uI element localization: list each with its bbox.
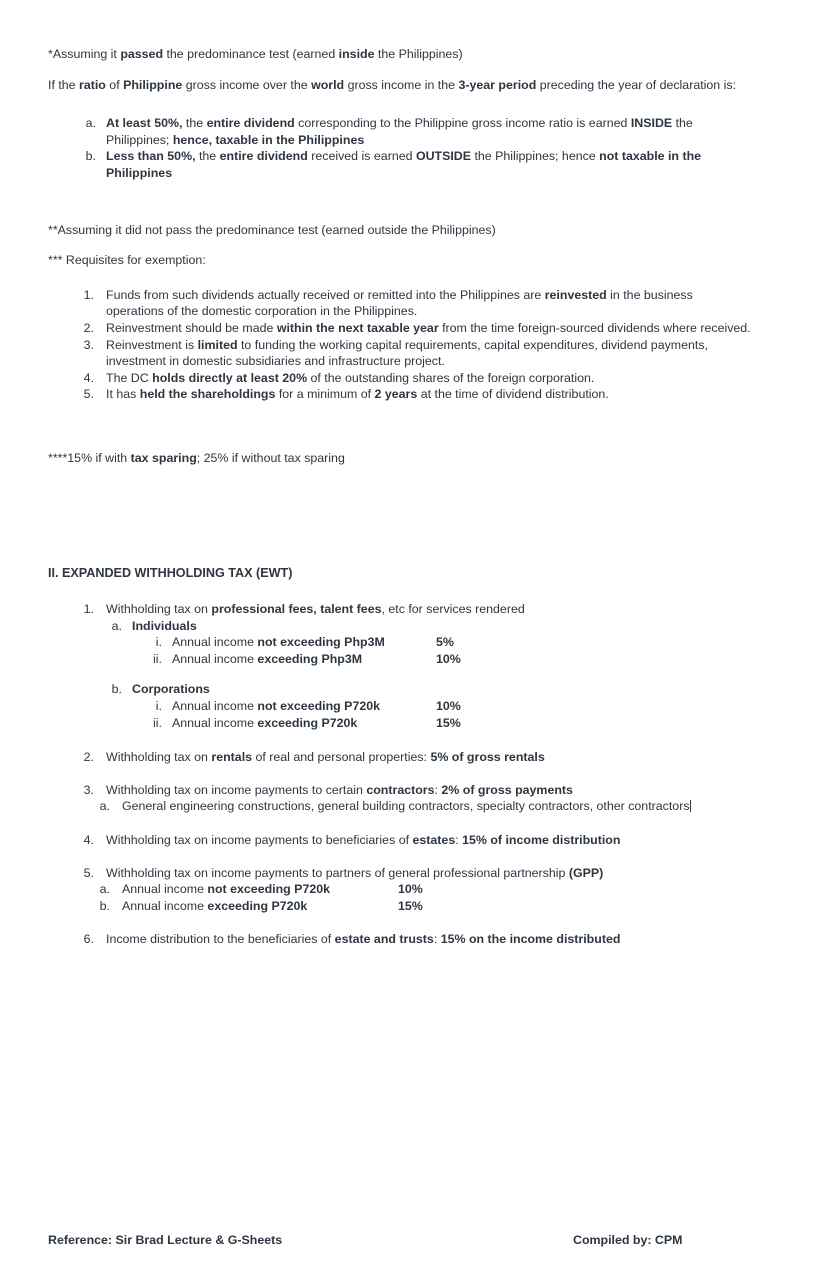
ewt-6-t2: : bbox=[433, 932, 441, 947]
req-1-t2: in the business operations of the domestic corporation in the Philippines. bbox=[106, 287, 693, 319]
spacer bbox=[48, 481, 752, 565]
list-item-text bbox=[106, 115, 752, 148]
ewt-4-b2: 15% of income distribution bbox=[462, 833, 621, 848]
ratio-lead-t3: gross income over the bbox=[182, 77, 312, 92]
spacer bbox=[48, 279, 752, 287]
list-marker: 2. bbox=[83, 320, 94, 335]
rate-row bbox=[122, 898, 752, 915]
list-item bbox=[48, 370, 752, 387]
list-item bbox=[48, 698, 752, 715]
req-2-t1: Reinvestment should be made bbox=[106, 320, 277, 335]
list-marker: a. bbox=[85, 116, 96, 131]
list-item bbox=[48, 865, 752, 882]
spacer bbox=[48, 107, 752, 115]
list-marker: 5. bbox=[83, 387, 94, 402]
list-item-text bbox=[106, 148, 752, 181]
list-item bbox=[48, 681, 752, 698]
ratio-lead-t5: preceding the year of declaration is: bbox=[536, 77, 737, 92]
spacer bbox=[48, 403, 752, 450]
list-item bbox=[48, 618, 752, 635]
footer-compiled-by: Compiled by: CPM bbox=[573, 1233, 683, 1247]
ewt-list bbox=[48, 601, 752, 948]
spacer bbox=[48, 815, 752, 832]
ewt-2-b1: rentals bbox=[211, 750, 253, 765]
list-item-text bbox=[106, 601, 752, 618]
text-cursor bbox=[690, 800, 691, 812]
list-marker: i. bbox=[155, 635, 162, 650]
rate-row-label bbox=[172, 715, 436, 732]
list-item bbox=[48, 749, 752, 766]
list-marker: ii. bbox=[153, 651, 162, 666]
note-passed-pre: *Assuming it bbox=[48, 47, 121, 61]
rate-row-label bbox=[172, 651, 436, 668]
ratio-lead-b2: Philippine bbox=[123, 77, 183, 92]
ratio-lead-b1: ratio bbox=[79, 77, 106, 92]
list-marker: ii. bbox=[153, 715, 162, 730]
list-marker: a. bbox=[99, 882, 110, 897]
spacer bbox=[48, 182, 752, 222]
req-2-t2: from the time foreign-sourced dividends where received. bbox=[438, 320, 751, 335]
spacer bbox=[48, 766, 752, 782]
requisites-label: *** Requisites for exemption: bbox=[48, 253, 206, 268]
ratio-lead-t2: of bbox=[105, 77, 124, 92]
req-2-b1: within the next taxable year bbox=[276, 320, 439, 335]
list-marker: a. bbox=[99, 799, 110, 814]
ewt-1-b1: professional fees, talent fees bbox=[211, 602, 382, 617]
ewt-4-t2: : bbox=[455, 833, 463, 848]
list-marker: 5. bbox=[83, 865, 94, 880]
list-marker: 4. bbox=[83, 833, 94, 848]
req-4-t1: The DC bbox=[106, 370, 153, 385]
list-item bbox=[48, 898, 752, 915]
list-marker: i. bbox=[155, 699, 162, 714]
section-heading-ewt: II. EXPANDED WITHHOLDING TAX (EWT) bbox=[48, 565, 293, 580]
req-1-b1: reinvested bbox=[544, 287, 607, 302]
group-label-text: Corporations bbox=[132, 682, 210, 697]
list-marker: 3. bbox=[83, 782, 94, 797]
page-footer bbox=[48, 1232, 752, 1249]
ewt-6-b2: 15% on the income distributed bbox=[440, 932, 621, 947]
ewt-4-t1: Withholding tax on income payments to beneficiaries of bbox=[106, 833, 413, 848]
note-not-passed-predominance: **Assuming it did not pass the predominance test (earned outside the Philippines) bbox=[48, 222, 496, 237]
req-5-t2: for a minimum of bbox=[275, 387, 375, 402]
list-item bbox=[48, 287, 752, 320]
list-item bbox=[48, 798, 752, 815]
list-item bbox=[48, 881, 752, 898]
ratio-a-t1: the bbox=[182, 116, 207, 131]
req-5-t1: It has bbox=[106, 387, 140, 402]
ratio-b-b1: Less than 50%, bbox=[106, 149, 196, 164]
list-item bbox=[48, 386, 752, 403]
rate-row-label bbox=[172, 634, 436, 651]
ewt-1-t1: Withholding tax on bbox=[106, 602, 212, 617]
tax-sparing-t2: ; 25% if without tax sparing bbox=[196, 450, 345, 465]
note-passed-mid: the predominance test (earned bbox=[163, 47, 339, 61]
rate-row bbox=[172, 651, 752, 668]
tax-sparing-b1: tax sparing bbox=[130, 450, 197, 465]
ewt-3-t2: : bbox=[434, 782, 442, 797]
list-item bbox=[48, 634, 752, 651]
note-passed-post: the Philippines) bbox=[374, 47, 463, 61]
rate-row bbox=[122, 881, 752, 898]
ratio-b-b3: OUTSIDE bbox=[415, 149, 472, 164]
rate-value: 10% bbox=[436, 699, 461, 714]
list-item-text bbox=[106, 931, 752, 948]
req-5-t3: at the time of dividend distribution. bbox=[417, 387, 609, 402]
rate-value: 5% bbox=[436, 635, 454, 650]
list-item-text bbox=[122, 798, 752, 815]
ewt-6-t1: Income distribution to the beneficiaries of bbox=[106, 932, 335, 947]
list-marker: 3. bbox=[83, 337, 94, 352]
tax-sparing-t1: ****15% if with bbox=[48, 450, 131, 465]
list-item bbox=[48, 832, 752, 849]
list-item-text bbox=[106, 320, 752, 337]
list-item-text bbox=[106, 287, 752, 320]
ind-ii-b1: exceeding Php3M bbox=[257, 651, 363, 666]
req-3-t1: Reinvestment is bbox=[106, 337, 198, 352]
group-label bbox=[132, 681, 752, 698]
ind-ii-t1: Annual income bbox=[172, 651, 258, 666]
list-item bbox=[48, 115, 752, 148]
ewt-5-b1: (GPP) bbox=[568, 865, 604, 880]
ratio-a-t2: corresponding to the Philippine gross income ratio is earned bbox=[294, 116, 631, 131]
list-item-text bbox=[106, 749, 752, 766]
ratio-lead-b3: world bbox=[311, 77, 345, 92]
footer-reference: Reference: Sir Brad Lecture & G-Sheets bbox=[48, 1233, 283, 1247]
list-item-text bbox=[106, 865, 752, 882]
ratio-a-b3: INSIDE bbox=[630, 116, 673, 131]
ratio-b-t2: received is earned bbox=[307, 149, 416, 164]
req-5-b1: held the shareholdings bbox=[139, 387, 276, 402]
ewt-3-b2: 2% of gross payments bbox=[441, 782, 573, 797]
list-item-text bbox=[106, 370, 752, 387]
spacer bbox=[48, 849, 752, 865]
list-marker: b. bbox=[99, 898, 110, 913]
rate-value: 10% bbox=[398, 882, 423, 897]
ratio-lead-t4: gross income in the bbox=[344, 77, 459, 92]
spacer bbox=[48, 914, 752, 931]
note-passed-bold-passed: passed bbox=[120, 47, 164, 61]
ind-i-b1: not exceeding Php3M bbox=[257, 635, 385, 650]
list-marker: 2. bbox=[83, 750, 94, 765]
gpp-b-t1: Annual income bbox=[122, 898, 208, 913]
corp-ii-b1: exceeding P720k bbox=[257, 715, 358, 730]
spacer bbox=[48, 667, 752, 681]
ratio-a-b4: hence, taxable in the Philippines bbox=[172, 132, 365, 147]
ewt-2-t2: of real and personal properties: bbox=[252, 750, 431, 765]
rate-row-label bbox=[122, 898, 398, 915]
list-marker: 1. bbox=[83, 602, 94, 617]
spacer bbox=[48, 731, 752, 749]
list-item-text bbox=[106, 386, 752, 403]
list-item bbox=[48, 782, 752, 799]
ratio-items-list bbox=[48, 115, 752, 181]
ratio-lead-b4: 3-year period bbox=[458, 77, 537, 92]
rate-value: 15% bbox=[398, 898, 423, 913]
list-item-text bbox=[106, 832, 752, 849]
ewt-2-t1: Withholding tax on bbox=[106, 750, 212, 765]
list-marker: 1. bbox=[83, 287, 94, 302]
list-marker: a. bbox=[111, 618, 122, 633]
ratio-lead-paragraph bbox=[48, 77, 752, 94]
list-item bbox=[48, 651, 752, 668]
list-item-text bbox=[106, 782, 752, 799]
req-3-t2: to funding the working capital requirements, capital expenditures, dividend payments, investment in domestic subsidiaries and infrastructure project. bbox=[106, 337, 708, 369]
req-1-t1: Funds from such dividends actually received or remitted into the Philippines are bbox=[106, 287, 545, 302]
ind-i-t1: Annual income bbox=[172, 635, 258, 650]
rate-value: 15% bbox=[436, 715, 461, 730]
document-body bbox=[48, 46, 752, 948]
list-marker: b. bbox=[85, 149, 96, 164]
list-item bbox=[48, 931, 752, 948]
ewt-1-t2: , etc for services rendered bbox=[381, 602, 525, 617]
ratio-b-t3: the Philippines; hence bbox=[471, 149, 600, 164]
list-item bbox=[48, 320, 752, 337]
requisites-list bbox=[48, 287, 752, 403]
list-marker: b. bbox=[111, 682, 122, 697]
ewt-3-t1: Withholding tax on income payments to certain bbox=[106, 782, 367, 797]
corp-i-b1: not exceeding P720k bbox=[257, 699, 381, 714]
rate-row-label bbox=[172, 698, 436, 715]
list-item bbox=[48, 715, 752, 732]
corp-ii-t1: Annual income bbox=[172, 715, 258, 730]
ewt-4-b1: estates bbox=[412, 833, 456, 848]
rate-value: 10% bbox=[436, 651, 461, 666]
list-marker: 4. bbox=[83, 370, 94, 385]
req-5-b2: 2 years bbox=[374, 387, 418, 402]
list-item bbox=[48, 337, 752, 370]
ratio-b-t1: the bbox=[195, 149, 220, 164]
ratio-a-b2: entire dividend bbox=[206, 116, 295, 131]
group-label-text: Individuals bbox=[132, 618, 197, 633]
rate-row bbox=[172, 715, 752, 732]
gpp-b-b1: exceeding P720k bbox=[207, 898, 308, 913]
rate-row bbox=[172, 698, 752, 715]
note-passed-bold-inside: inside bbox=[338, 47, 375, 61]
rate-row-label bbox=[122, 881, 398, 898]
note-passed-predominance bbox=[48, 46, 752, 63]
spacer bbox=[48, 593, 752, 601]
gpp-a-b1: not exceeding P720k bbox=[207, 882, 331, 897]
list-item bbox=[48, 148, 752, 181]
req-4-t2: of the outstanding shares of the foreign corporation. bbox=[307, 370, 595, 385]
list-marker: 6. bbox=[83, 932, 94, 947]
tax-sparing-note bbox=[48, 450, 752, 467]
ewt-5-t1: Withholding tax on income payments to partners of general professional partnership bbox=[106, 865, 569, 880]
ewt-2-b2: 5% of gross rentals bbox=[430, 750, 545, 765]
ratio-a-t3: the Philippines; bbox=[106, 116, 693, 147]
ewt-3-b1: contractors bbox=[366, 782, 435, 797]
list-item-text bbox=[106, 337, 752, 370]
ratio-b-b4: not taxable in the Philippines bbox=[106, 149, 702, 180]
ratio-a-b1: At least 50%, bbox=[106, 116, 183, 131]
corp-i-t1: Annual income bbox=[172, 699, 258, 714]
gpp-a-t1: Annual income bbox=[122, 882, 208, 897]
req-4-b1: holds directly at least 20% bbox=[152, 370, 308, 385]
ewt-6-b1: estate and trusts bbox=[334, 932, 434, 947]
ratio-b-b2: entire dividend bbox=[219, 149, 308, 164]
ratio-lead-t1: If the bbox=[48, 77, 79, 92]
list-item bbox=[48, 601, 752, 618]
group-label bbox=[132, 618, 752, 635]
ewt-3-sub-text: General engineering constructions, general building contractors, specialty contractors, other contractors bbox=[122, 799, 690, 814]
rate-row bbox=[172, 634, 752, 651]
req-3-b1: limited bbox=[197, 337, 238, 352]
